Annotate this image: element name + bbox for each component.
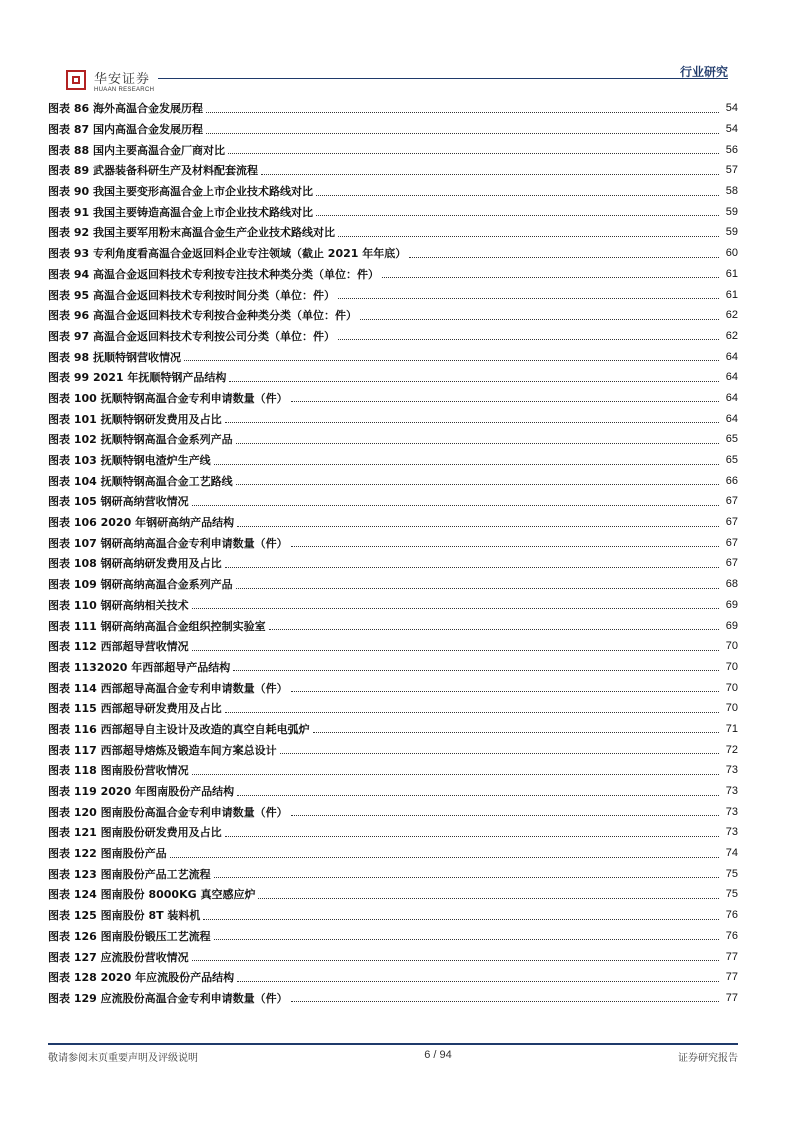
footer-divider — [48, 1043, 738, 1045]
toc-leader-dots — [225, 567, 719, 568]
toc-leader-dots — [280, 753, 719, 754]
toc-entry-label: 图表 108 钢研高纳研发费用及占比 — [48, 557, 222, 571]
toc-leader-dots — [237, 981, 719, 982]
toc-entry[interactable] — [48, 264, 738, 285]
toc-entry[interactable] — [48, 119, 738, 140]
toc-entry-label: 图表 91 我国主要铸造高温合金上市企业技术路线对比 — [48, 205, 313, 219]
logo-text-cn: 华安证券 — [94, 72, 151, 87]
toc-entry-page: 68 — [725, 578, 738, 591]
toc-entry-page: 71 — [725, 722, 738, 735]
toc-leader-dots — [237, 526, 719, 527]
toc-entry-label: 图表 1132020 年西部超导产品结构 — [48, 660, 231, 674]
toc-leader-dots — [192, 960, 719, 961]
toc-entry-label: 图表 111 钢研高纳高温合金组织控制实验室 — [48, 619, 266, 633]
toc-entry-label: 图表 117 西部超导熔炼及锻造车间方案总设计 — [48, 743, 277, 757]
toc-leader-dots — [225, 422, 719, 423]
toc-entry[interactable] — [48, 967, 738, 988]
toc-entry-page: 70 — [725, 660, 738, 673]
figure-index-list — [48, 98, 738, 1008]
toc-leader-dots — [236, 484, 719, 485]
toc-entry[interactable] — [48, 884, 738, 905]
toc-leader-dots — [206, 133, 719, 134]
toc-entry[interactable] — [48, 160, 738, 181]
section-title: 行业研究 — [679, 65, 728, 79]
toc-entry[interactable] — [48, 284, 738, 305]
toc-entry[interactable] — [48, 677, 738, 698]
toc-entry[interactable] — [48, 388, 738, 409]
toc-entry-page: 70 — [725, 640, 738, 653]
toc-entry-label: 图表 101 抚顺特钢研发费用及占比 — [48, 412, 222, 426]
toc-entry[interactable] — [48, 346, 738, 367]
toc-entry[interactable] — [48, 512, 738, 533]
logo-text-en: HUAAN RESEARCH — [94, 87, 155, 93]
toc-entry-page: 76 — [725, 929, 738, 942]
toc-entry[interactable] — [48, 760, 738, 781]
toc-entry-page: 75 — [725, 867, 738, 880]
toc-entry[interactable] — [48, 201, 738, 222]
toc-leader-dots — [214, 877, 719, 878]
toc-entry[interactable] — [48, 698, 738, 719]
toc-entry[interactable] — [48, 408, 738, 429]
toc-entry-page: 61 — [725, 288, 738, 301]
toc-leader-dots — [184, 360, 719, 361]
toc-entry-page: 69 — [725, 619, 738, 632]
toc-entry-page: 61 — [725, 267, 738, 280]
toc-leader-dots — [338, 339, 719, 340]
toc-entry[interactable] — [48, 243, 738, 264]
toc-entry[interactable] — [48, 636, 738, 657]
toc-entry-label: 图表 120 图南股份高温合金专利申请数量（件） — [48, 805, 288, 819]
toc-entry-page: 77 — [725, 971, 738, 984]
toc-entry-label: 图表 89 武器装备科研生产及材料配套流程 — [48, 164, 258, 178]
toc-leader-dots — [291, 1001, 719, 1002]
toc-entry[interactable] — [48, 222, 738, 243]
toc-leader-dots — [409, 257, 719, 258]
toc-leader-dots — [236, 443, 719, 444]
toc-entry[interactable] — [48, 450, 738, 471]
toc-entry-label: 图表 118 图南股份营收情况 — [48, 764, 189, 778]
toc-entry-page: 73 — [725, 805, 738, 818]
toc-leader-dots — [192, 608, 719, 609]
toc-entry-page: 70 — [725, 702, 738, 715]
toc-entry[interactable] — [48, 181, 738, 202]
toc-entry-page: 65 — [725, 433, 738, 446]
toc-entry-label: 图表 93 专利角度看高温合金返回料企业专注领域（截止 2021 年年底） — [48, 247, 407, 261]
toc-entry[interactable] — [48, 739, 738, 760]
toc-entry-page: 73 — [725, 785, 738, 798]
toc-entry-page: 67 — [725, 536, 738, 549]
toc-leader-dots — [291, 815, 719, 816]
toc-leader-dots — [316, 195, 719, 196]
toc-leader-dots — [228, 153, 719, 154]
toc-leader-dots — [269, 629, 719, 630]
toc-entry-label: 图表 127 应流股份营收情况 — [48, 950, 189, 964]
toc-entry-label: 图表 95 高温合金返回料技术专利按时间分类（单位：件） — [48, 288, 335, 302]
toc-entry-label: 图表 123 图南股份产品工艺流程 — [48, 867, 211, 881]
toc-entry[interactable] — [48, 657, 738, 678]
toc-entry-page: 70 — [725, 681, 738, 694]
toc-leader-dots — [203, 919, 719, 920]
toc-entry-page: 69 — [725, 598, 738, 611]
toc-leader-dots — [214, 464, 719, 465]
company-logo-icon — [66, 70, 86, 90]
toc-entry[interactable] — [48, 843, 738, 864]
toc-entry-page: 67 — [725, 516, 738, 529]
toc-leader-dots — [360, 319, 719, 320]
toc-entry[interactable] — [48, 470, 738, 491]
toc-leader-dots — [192, 650, 719, 651]
toc-entry-label: 图表 96 高温合金返回料技术专利按合金种类分类（单位：件） — [48, 309, 357, 323]
toc-entry-page: 66 — [725, 474, 738, 487]
page-number: 6 / 94 — [424, 1049, 452, 1061]
toc-entry[interactable] — [48, 305, 738, 326]
toc-entry[interactable] — [48, 719, 738, 740]
toc-entry-label: 图表 115 西部超导研发费用及占比 — [48, 702, 222, 716]
toc-entry-page: 76 — [725, 909, 738, 922]
toc-leader-dots — [261, 174, 719, 175]
toc-entry-label: 图表 125 图南股份 8T 装料机 — [48, 909, 201, 923]
toc-entry-label: 图表 100 抚顺特钢高温合金专利申请数量（件） — [48, 391, 288, 405]
toc-entry-page: 67 — [725, 557, 738, 570]
toc-entry-label: 图表 126 图南股份锻压工艺流程 — [48, 929, 211, 943]
toc-entry-page: 60 — [725, 247, 738, 260]
toc-leader-dots — [291, 691, 719, 692]
toc-entry-page: 58 — [725, 185, 738, 198]
toc-entry-label: 图表 107 钢研高纳高温合金专利申请数量（件） — [48, 536, 288, 550]
toc-entry-label: 图表 116 西部超导自主设计及改造的真空自耗电弧炉 — [48, 722, 310, 736]
toc-entry-label: 图表 99 2021 年抚顺特钢产品结构 — [48, 371, 227, 385]
toc-entry-page: 65 — [725, 454, 738, 467]
toc-entry-page: 59 — [725, 226, 738, 239]
toc-entry[interactable] — [48, 905, 738, 926]
toc-entry-page: 62 — [725, 329, 738, 342]
toc-leader-dots — [291, 546, 719, 547]
toc-leader-dots — [214, 939, 719, 940]
toc-entry-page: 67 — [725, 495, 738, 508]
toc-entry-label: 图表 103 抚顺特钢电渣炉生产线 — [48, 454, 211, 468]
toc-entry-label: 图表 106 2020 年钢研高纳产品结构 — [48, 516, 235, 530]
toc-entry[interactable] — [48, 946, 738, 967]
toc-entry-label: 图表 88 国内主要高温合金厂商对比 — [48, 143, 225, 157]
toc-entry[interactable] — [48, 367, 738, 388]
toc-entry[interactable] — [48, 926, 738, 947]
toc-entry-label: 图表 104 抚顺特钢高温合金工艺路线 — [48, 474, 233, 488]
toc-entry-label: 图表 110 钢研高纳相关技术 — [48, 598, 189, 612]
toc-entry[interactable] — [48, 781, 738, 802]
toc-entry-page: 59 — [725, 205, 738, 218]
toc-entry[interactable] — [48, 801, 738, 822]
toc-entry-label: 图表 129 应流股份高温合金专利申请数量（件） — [48, 991, 288, 1005]
toc-entry[interactable] — [48, 988, 738, 1009]
footer-disclaimer: 敬请参阅末页重要声明及评级说明 — [48, 1053, 198, 1064]
toc-entry-page: 75 — [725, 888, 738, 901]
toc-leader-dots — [237, 795, 719, 796]
toc-entry-page: 77 — [725, 950, 738, 963]
toc-entry-page: 64 — [725, 350, 738, 363]
toc-entry-label: 图表 112 西部超导营收情况 — [48, 640, 189, 654]
toc-leader-dots — [192, 774, 719, 775]
toc-entry-label: 图表 119 2020 年图南股份产品结构 — [48, 785, 235, 799]
toc-entry-label: 图表 87 国内高温合金发展历程 — [48, 123, 203, 137]
toc-entry[interactable] — [48, 595, 738, 616]
toc-entry-page: 73 — [725, 826, 738, 839]
toc-leader-dots — [338, 298, 719, 299]
toc-entry-page: 64 — [725, 391, 738, 404]
toc-leader-dots — [258, 898, 719, 899]
toc-leader-dots — [316, 215, 719, 216]
toc-entry-page: 73 — [725, 764, 738, 777]
report-type: 证券研究报告 — [678, 1053, 738, 1064]
toc-leader-dots — [192, 505, 719, 506]
toc-entry-page: 57 — [725, 164, 738, 177]
toc-entry-page: 72 — [725, 743, 738, 756]
toc-entry[interactable] — [48, 822, 738, 843]
toc-entry-label: 图表 98 抚顺特钢营收情况 — [48, 350, 181, 364]
toc-leader-dots — [338, 236, 719, 237]
toc-entry-page: 74 — [725, 847, 738, 860]
toc-entry-label: 图表 92 我国主要军用粉末高温合金生产企业技术路线对比 — [48, 226, 335, 240]
toc-entry-page: 77 — [725, 991, 738, 1004]
toc-entry-label: 图表 109 钢研高纳高温合金系列产品 — [48, 578, 233, 592]
toc-entry-label: 图表 97 高温合金返回料技术专利按公司分类（单位：件） — [48, 329, 335, 343]
toc-entry-label: 图表 124 图南股份 8000KG 真空感应炉 — [48, 888, 256, 902]
toc-entry-label: 图表 102 抚顺特钢高温合金系列产品 — [48, 433, 233, 447]
toc-leader-dots — [206, 112, 719, 113]
toc-entry[interactable] — [48, 863, 738, 884]
toc-entry-page: 64 — [725, 371, 738, 384]
toc-entry[interactable] — [48, 139, 738, 160]
toc-entry-label: 图表 121 图南股份研发费用及占比 — [48, 826, 222, 840]
toc-entry-label: 图表 90 我国主要变形高温合金上市企业技术路线对比 — [48, 185, 313, 199]
toc-entry[interactable] — [48, 429, 738, 450]
toc-entry-label: 图表 105 钢研高纳营收情况 — [48, 495, 189, 509]
toc-entry-page: 62 — [725, 309, 738, 322]
toc-entry-label: 图表 94 高温合金返回料技术专利按专注技术种类分类（单位：件） — [48, 267, 379, 281]
toc-leader-dots — [225, 836, 719, 837]
toc-leader-dots — [233, 670, 719, 671]
toc-entry-label: 图表 86 海外高温合金发展历程 — [48, 102, 203, 116]
toc-leader-dots — [225, 712, 719, 713]
toc-entry-page: 56 — [725, 143, 738, 156]
toc-entry[interactable] — [48, 491, 738, 512]
toc-entry-page: 54 — [725, 123, 738, 136]
toc-leader-dots — [291, 401, 719, 402]
toc-leader-dots — [313, 732, 719, 733]
toc-leader-dots — [229, 381, 719, 382]
toc-entry[interactable] — [48, 532, 738, 553]
header-divider — [158, 78, 728, 79]
toc-entry[interactable] — [48, 574, 738, 595]
toc-leader-dots — [382, 277, 719, 278]
toc-entry-label: 图表 128 2020 年应流股份产品结构 — [48, 971, 235, 985]
toc-leader-dots — [170, 857, 719, 858]
page-footer — [48, 1049, 738, 1064]
toc-entry[interactable] — [48, 98, 738, 119]
toc-entry-label: 图表 114 西部超导高温合金专利申请数量（件） — [48, 681, 288, 695]
toc-entry-page: 64 — [725, 412, 738, 425]
toc-entry-page: 54 — [725, 102, 738, 115]
page-header — [48, 60, 728, 100]
toc-entry[interactable] — [48, 615, 738, 636]
toc-leader-dots — [236, 588, 719, 589]
toc-entry-label: 图表 122 图南股份产品 — [48, 847, 167, 861]
toc-entry[interactable] — [48, 326, 738, 347]
toc-entry[interactable] — [48, 553, 738, 574]
